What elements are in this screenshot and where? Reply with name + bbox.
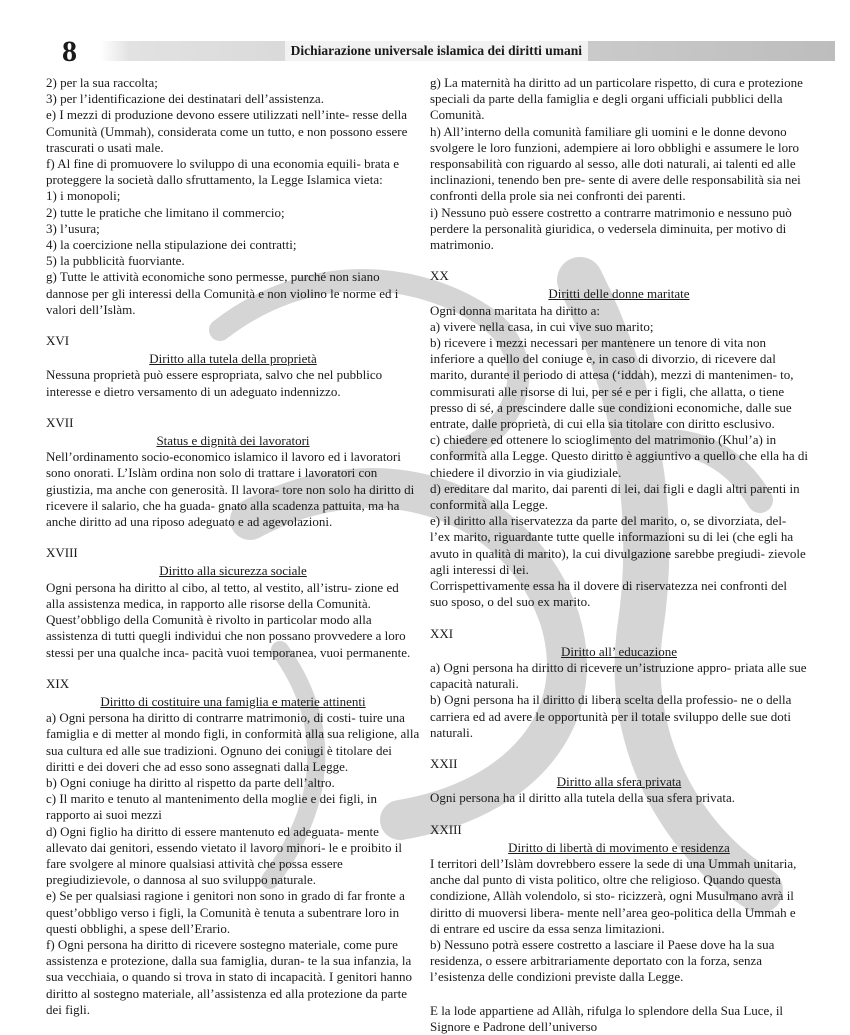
paragraph: Ogni persona ha diritto al cibo, al tetto, al vestito, all’istru- zione ed alla assistenza medica, in rapporto alle risorse della Comunità. Quest’obbligo della Comunità è rivolto in particolar modo alla assistenza di tutti quegli individui che non possano provvedere a loro stessi per una qualche inca- pacità vuoi temporanea, vuoi permanente.	[46, 579, 411, 660]
article-number: XXIII	[430, 821, 462, 837]
paragraph: e) I mezzi di produzione devono essere utilizzati nell’inte- resse della Comunità (Ummah), considerata come un tutto, e non possono essere trascurati o usati male.	[46, 107, 408, 155]
article-title: Status e dignità dei lavoratori	[156, 433, 310, 449]
paragraph: Nell’ordinamento socio-economico islamico il lavoro ed i lavoratori sono onorati. L’Islàm ordina non solo di trattare i lavoratori con giustizia, ma anche con generosità. Il lavora- tore non solo ha diritto di ricevere il salario, che ha guada- gnato alla scadenza pattuita, ma ha anche diritto ad una riposo adeguato e ad agevolazioni.	[46, 449, 415, 530]
paragraph: Nessuna proprietà può essere espropriata, salvo che nel pubblico interesse e dietro versamento di un adeguato indennizzo.	[46, 367, 383, 399]
article-title: Diritto di libertà di movimento e residenza	[508, 839, 730, 855]
paragraph: d) ereditare dal marito, dai parenti di lei, dai figli e dagli altri parenti in conformità alla Legge.	[430, 480, 800, 513]
article-title: Diritto alla sfera privata	[556, 774, 682, 790]
paragraph: b) Nessuno potrà essere costretto a lasciare il Paese dove ha la sua residenza, o essere arbitrariamente deportato con la forza, senza l’esistenza delle condizioni previste dalla Legge.	[430, 936, 775, 985]
right-column	[430, 75, 808, 1035]
paragraph: Corrispettivamente essa ha il dovere di riservatezza nei confronti del suo sposo, o del suo ex marito.	[430, 578, 787, 610]
article-title: Diritti delle donne maritate	[548, 286, 690, 302]
article-number: XVIII	[46, 545, 78, 561]
paragraph: e) il diritto alla riservatezza da parte del marito, o, se divorziata, del- l’ex marito, riguardante tutte quelle informazioni su di lei (che egli ha avuto in qualità di marito), la cui divulgazione sarebbe pregiudi- zievole agli interessi di lei.	[430, 513, 806, 577]
paragraph: d) Ogni figlio ha diritto di essere mantenuto ed adeguata- mente allevato dai genitori, essendo vietato il lavoro minori- le e proibito il fare svolgere al minore qualsiasi attività che possa essere pregiudizievole, o dannosa al suo sviluppo naturale.	[46, 823, 402, 888]
article-title: Diritto all’ educazione	[561, 643, 677, 659]
paragraph: i) Nessuno può essere costretto a contrarre matrimonio e nessuno può perdere la personalità giuridica, o vedersela diminuita, per motivo di matrimonio.	[430, 204, 792, 253]
page-number: 8	[62, 35, 77, 68]
closing-invocation: E la lode appartiene ad Allàh, rifulga lo splendore della Sua Luce, il Signore e Padrone dell’universo	[430, 1002, 784, 1034]
paragraph: h) All’interno della comunità familiare gli uomini e le donne devono svolgere le loro funzioni, adempiere ai loro obblighi e assumere le loro responsabilità con riguardo al sesso, alle doti naturali, ai talenti ed alle inclinazioni, tenendo ben pre- sente di avere delle responsabilità sia nei confronti della prole sia nei confronti dei parenti.	[430, 123, 801, 204]
paragraph: a) vivere nella casa, in cui vive suo marito;	[430, 318, 654, 334]
paragraph: a) Ogni persona ha diritto di contrarre matrimonio, di costi- tuire una famiglia e di metter al mondo figli, in conformità alla sua religione, alla sua cultura ed alle sue tradizioni. Ognuno dei coniugi è titolare dei diritti e dei doveri che ad esso sono assegnati dalla Legge.	[46, 710, 420, 774]
paragraph: c) chiedere ed ottenere lo scioglimento del matrimonio (Khul’a) in conformità alla Legge. Questo diritto è aggiuntivo a quello che ella ha di chiedere il divorzio in via giudiziale.	[430, 432, 808, 480]
paragraph: g) Tutte le attività economiche sono permesse, purché non siano dannose per gli interessi della Comunità e non violino le norme ed i valori dell’Islàm.	[46, 269, 399, 317]
article-number: XVII	[46, 414, 74, 430]
paragraph: b) Ogni persona ha il diritto di libera scelta della professio- ne o della carriera ed ad avere le opportunità per il totale sviluppo delle sue doti naturali.	[430, 692, 792, 740]
paragraph: 2) tutte le pratiche che limitano il commercio;	[46, 204, 285, 220]
paragraph: 3) l’usura;	[46, 220, 100, 236]
paragraph: 3) per l’identificazione dei destinatari dell’assistenza.	[46, 91, 324, 107]
paragraph: f) Al fine di promuovere lo sviluppo di una economia equili- brata e proteggere la società dallo sfruttamento, la Legge Islamica vieta:	[46, 156, 400, 188]
running-header-title: Dichiarazione universale islamica dei diritti umani	[285, 41, 588, 61]
article-number: XXII	[430, 755, 458, 771]
paragraph: b) Ogni coniuge ha diritto al rispetto da parte dell’altro.	[46, 774, 335, 790]
paragraph: 2) per la sua raccolta;	[46, 75, 158, 90]
paragraph: 5) la pubblicità fuorviante.	[46, 253, 185, 269]
article-number: XIX	[46, 675, 70, 691]
article-number: XXI	[430, 625, 454, 641]
paragraph: f) Ogni persona ha diritto di ricevere sostegno materiale, come pure assistenza e protezione, dalla sua famiglia, duran- te la sua infanzia, la sua vecchiaia, o quando si trova in stato di incapacità. I genitori hanno diritto al sostegno materiale, all’assistenza ed alla protezione da parte dei figli.	[46, 936, 413, 1017]
article-number: XVI	[46, 333, 70, 349]
article-number: XX	[430, 268, 449, 284]
paragraph: c) Il marito e tenuto al mantenimento della moglie e dei figli, in rapporto ai suoi mezzi	[46, 791, 378, 823]
paragraph: 1) i monopoli;	[46, 188, 121, 204]
paragraph: Ogni donna maritata ha diritto a:	[430, 302, 601, 318]
left-column	[46, 75, 420, 1018]
paragraph: g) La maternità ha diritto ad un particolare rispetto, di cura e protezione speciali da parte della famiglia e degli organi ufficiali pubblici della Comunità.	[430, 75, 803, 123]
paragraph: 4) la coercizione nella stipulazione dei contratti;	[46, 237, 297, 253]
article-title: Diritto alla sicurezza sociale	[159, 563, 307, 579]
paragraph: a) Ogni persona ha diritto di ricevere un’istruzione appro- priata alle sue capacità naturali.	[430, 659, 807, 692]
paragraph: Ogni persona ha il diritto alla tutela della sua sfera privata.	[430, 790, 736, 806]
paragraph: I territori dell’Islàm dovrebbero essere la sede di una Ummah unitaria, anche dal punto di vista politico, oltre che religioso. Quando questa condizione, Allàh volendolo, si sto- ricizzerà, ogni Musulmano avrà il diritto di muoversi libera- mente nell’area geo-politica della Ummah e di entrare ed uscire da essa senza limitazioni.	[430, 855, 797, 936]
paragraph: e) Se per qualsiasi ragione i genitori non sono in grado di far fronte a quest’obbligo verso i figli, la Comunità è tenuta a subentrare loro in questi obblighi, a spese dell’Erario.	[46, 888, 405, 936]
article-title: Diritto alla tutela della proprietà	[149, 351, 317, 367]
article-title: Diritto di costituire una famiglia e materie attinenti	[100, 693, 366, 709]
paragraph: b) ricevere i mezzi necessari per mantenere un tenore di vita non inferiore a quello del coniuge e, in caso di divorzio, di ricevere dal marito, durante il periodo di attesa (‘iddah), mezzi di mantenimen- to, commisurati alle risorse di lui, per sé e per i figli, che allatta, o tiene presso di sé, a prescindere dalle sue condizioni economiche, dalle sue entrate, dalle proprietà, di cui ella sia titolare con diritto esclusivo.	[430, 335, 794, 432]
